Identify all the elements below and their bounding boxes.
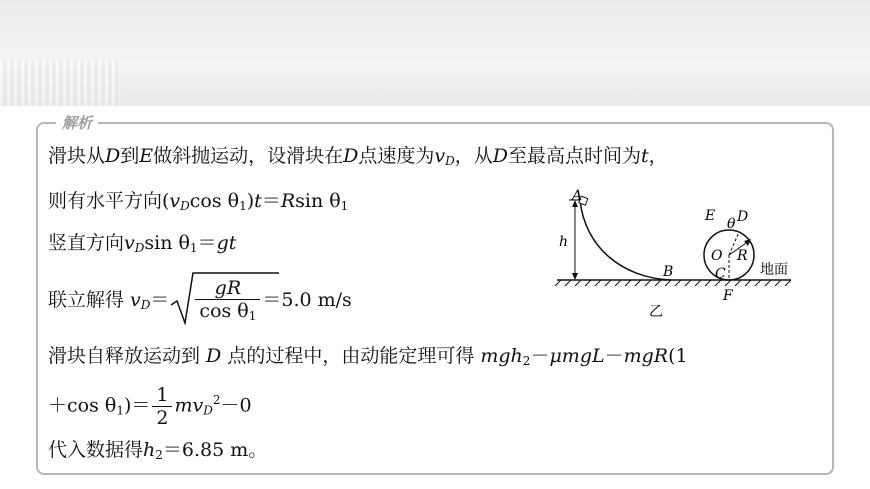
subscript: D: [180, 199, 190, 213]
label-h: h: [559, 234, 569, 250]
var-D: D: [492, 145, 509, 167]
var-mgh: mgh: [480, 345, 523, 367]
result: ＝5.0 m/s: [262, 289, 352, 311]
minus: －: [604, 345, 624, 367]
text: 滑块从: [48, 145, 106, 167]
var-mgR: mgR: [623, 345, 669, 367]
var-t: t: [254, 190, 262, 212]
text-line-3: [48, 230, 236, 261]
fraction-half: [152, 384, 172, 429]
var-h: h: [143, 439, 156, 461]
text: 则有水平方向(: [48, 190, 170, 212]
equals: ＝: [150, 289, 170, 311]
text: ，从: [454, 145, 493, 167]
label-D: D: [737, 209, 749, 225]
subscript: 1: [116, 403, 124, 418]
subscript: 1: [340, 199, 349, 213]
text-line-6: [48, 375, 252, 435]
arrow-head-down: [572, 273, 578, 280]
equals: ＝: [197, 232, 217, 254]
text: )＝: [123, 394, 151, 417]
label-theta: θ: [727, 216, 736, 232]
var-mv: mv: [174, 394, 204, 417]
subscript: 1: [189, 241, 198, 255]
var-D: D: [206, 345, 222, 367]
numerator: gR: [195, 277, 260, 300]
text: (1: [668, 345, 688, 367]
sqrt-sign: [169, 271, 279, 325]
var-t: t: [641, 145, 649, 167]
var-D: D: [105, 145, 121, 167]
minus: －: [530, 345, 550, 367]
subscript: D: [140, 298, 151, 312]
text: 代入数据得: [48, 439, 144, 461]
text: cos θ: [189, 190, 240, 212]
denominator: 2: [156, 406, 169, 429]
text: sin θ: [144, 232, 190, 254]
label-B: B: [663, 264, 674, 280]
equals: ＝: [261, 190, 281, 212]
sqrt-expression: [169, 271, 262, 331]
label-ground: 地面: [760, 262, 788, 278]
section-tag: 解析: [56, 112, 98, 134]
text-line-5: [48, 343, 688, 374]
subscript: D: [203, 403, 213, 418]
label-O: O: [711, 248, 723, 264]
text: ＋cos θ: [48, 394, 117, 417]
text: sin θ: [295, 190, 341, 212]
subscript: 1: [248, 309, 257, 323]
text: 竖直方向: [48, 232, 125, 254]
var-D: D: [343, 145, 359, 167]
text: ): [246, 190, 255, 212]
figure-caption: 乙: [649, 304, 663, 320]
subscript: D: [445, 154, 455, 168]
var-R: R: [280, 190, 296, 212]
text: ＝6.85 m。: [162, 439, 268, 461]
text-line-2: [48, 188, 348, 219]
subscript: D: [134, 241, 145, 255]
subscript: 2: [522, 354, 531, 368]
text: 滑块自释放运动到: [48, 345, 207, 367]
label-F: F: [723, 288, 733, 304]
text-line-1: [48, 143, 668, 174]
text-line-4: [48, 270, 352, 335]
var-v: v: [130, 289, 141, 311]
text: 至最高点时间为: [508, 145, 642, 167]
var-gt: gt: [216, 232, 237, 254]
var-E: E: [139, 145, 154, 167]
header-texture: [0, 60, 120, 106]
text: 到: [120, 145, 140, 167]
label-C: C: [715, 266, 726, 282]
text: 点速度为: [358, 145, 435, 167]
text: －0: [220, 394, 252, 417]
text: 联立解得: [48, 289, 131, 311]
superscript: 2: [212, 393, 221, 407]
text: cos θ: [199, 300, 249, 322]
label-E: E: [705, 208, 716, 224]
label-A: A: [572, 188, 583, 204]
header-band: [0, 0, 870, 106]
var-v: v: [434, 145, 446, 167]
text: ，: [648, 145, 668, 167]
var-mumgL: μmgL: [549, 345, 605, 367]
text: 点的过程中，由动能定理可得: [221, 345, 481, 367]
curved-track: [580, 200, 674, 280]
subscript: 2: [155, 448, 163, 462]
physics-diagram: [553, 188, 803, 328]
label-R: R: [737, 248, 748, 264]
text: 做斜抛运动，设滑块在: [153, 145, 344, 167]
numerator: 1: [152, 384, 172, 407]
subscript: 1: [239, 199, 247, 213]
text-line-7: [48, 437, 267, 468]
var-v: v: [124, 232, 135, 254]
var-v: v: [169, 190, 181, 212]
ground-hatching: [555, 280, 791, 286]
